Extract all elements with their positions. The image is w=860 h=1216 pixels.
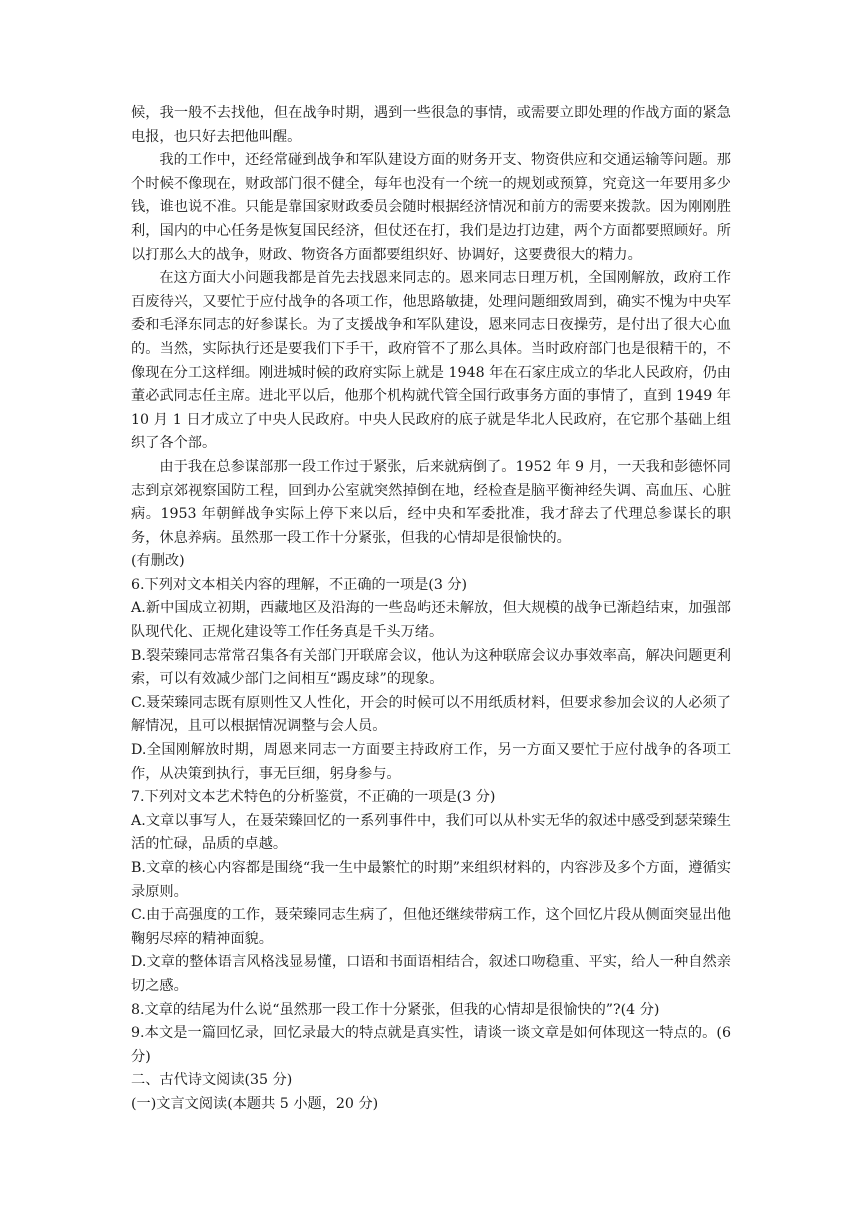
question-6 xyxy=(131,574,731,786)
subsection-heading: (一)文言文阅读(本题共 5 小题，20 分) xyxy=(131,1095,379,1112)
question-7 xyxy=(131,786,731,998)
source-note: (有删改) xyxy=(131,553,185,570)
question-8: 8.文章的结尾为什么说“虽然那一段工作十分紧张，但我的心情却是很愉快的”?(4 分) xyxy=(131,1001,660,1018)
question-7-option-a: A.文章以事写人，在聂荣臻回忆的一系列事件中，我们可以从朴实无华的叙述中感受到瑟荣臻生活的忙碌，品质的卓越。 xyxy=(131,812,731,853)
question-7-option-b: B.文章的核心内容都是围绕“我一生中最繁忙的时期”来组织材料的，内容涉及多个方面，遵循实录原则。 xyxy=(131,860,731,900)
question-6-option-b: B.裂荣臻同志常常召集各有关部门开联席会议，他认为这种联席会议办事效率高，解决问题更利索，可以有效减少部门之间相互“踢皮球”的现象。 xyxy=(131,647,731,688)
question-7-option-c: C.由于高强度的工作，聂荣臻同志生病了，但他还继续带病工作，这个回忆片段从侧面突显出他鞠躬尽瘁的精神面貌。 xyxy=(131,907,731,947)
question-9: 9.本文是一篇回忆录，回忆录最大的特点就是真实性，请谈一谈文章是如何体现这一特点的。(6 分) xyxy=(131,1025,731,1065)
question-6-option-d: D.全国刚解放时期，周恩来同志一方面要主持政府工作，另一方面又要忙于应付战争的各项工作，从决策到执行，事无巨细，躬身参与。 xyxy=(131,742,731,782)
passage-paragraph-1: 我的工作中，还经常碰到战争和军队建设方面的财务开支、物资供应和交通运输等问题。那个时候不像现在，财政部门很不健全，每年也没有一个统一的规划或预算，究竟这一年要用多少钱，谁也说不准。只能是靠国家财政委员会随时根据经济情况和前方的需要来拨款。因为刚刚胜利，国内的中心任务是恢复国民经济，但仗还在打，我们是边打边建，两个方面都要照顾好。所以打那么大的战争，财政、物资各方面都要组织好、协调好，这要费很大的精力。 xyxy=(131,152,731,263)
question-6-stem: 6.下列对文本相关内容的理解，不正确的一项是(3 分) xyxy=(131,576,468,593)
passage-paragraph-3: 由于我在总参谋部那一段工作过于紧张，后来就病倒了。1952 年 9 月，一天我和彭德怀同志到京郊视察国防工程，回到办公室就突然掉倒在地，经检查是脑平衡神经失调、高血压、心脏病。1953 年朝鲜战争实际上停下来以后，经中央和军委批准，我才辞去了代理总参谋长的职务，休息养病。虽然那一段工作十分紧张，但我的心情却是很愉快的。 xyxy=(131,458,731,546)
question-7-stem: 7.下列对文本艺术特色的分析鉴赏，不正确的一项是(3 分) xyxy=(131,789,496,806)
passage-paragraph-2: 在这方面大小问题我都是首先去找恩来同志的。恩来同志日理万机，全国刚解放，政府工作百废待兴，又要忙于应付战争的各项工作，他思路敏捷，处理问题细致周到，确实不愧为中央军委和毛泽东同志的好参谋长。为了支援战争和军队建设，恩来同志日夜操劳，是付出了很大心血的。当然，实际执行还是要我们下手干，政府管不了那么具体。当时政府部门也是很精干的，不像现在分工这样细。刚进城时候的政府实际上就是 1948 年在石家庄成立的华北人民政府，仍由董必武同志任主席。进北平以后，他那个机构就代管全国行政事务方面的事情了，直到 1949 年 10 月 1 日才成立了中央人民政府。中央人民政府的底子就是华北人民政府，在它那个基础上组织了各个部。 xyxy=(131,270,731,452)
section-heading: 二、古代诗文阅读(35 分) xyxy=(131,1072,293,1089)
document-page xyxy=(131,102,731,1117)
passage-paragraph-0: 候，我一般不去找他，但在战争时期，遇到一些很急的事情，或需要立即处理的作战方面的紧急电报，也只好去把他叫醒。 xyxy=(131,105,731,145)
question-7-option-d: D.文章的整体语言风格浅显易懂，口语和书面语相结合，叙述口吻稳重、平实，给人一种自然亲切之感。 xyxy=(131,954,731,994)
question-6-option-a: A.新中国成立初期，西藏地区及沿海的一些岛屿还未解放，但大规模的战争已渐趋结束，加强部队现代化、正规化建设等工作任务真是千头万绪。 xyxy=(131,600,731,641)
question-6-option-c: C.聂荣臻同志既有原则性又人性化，开会的时候可以不用纸质材料，但要求参加会议的人必须了解情况，且可以根据情况调整与会人员。 xyxy=(131,694,731,735)
